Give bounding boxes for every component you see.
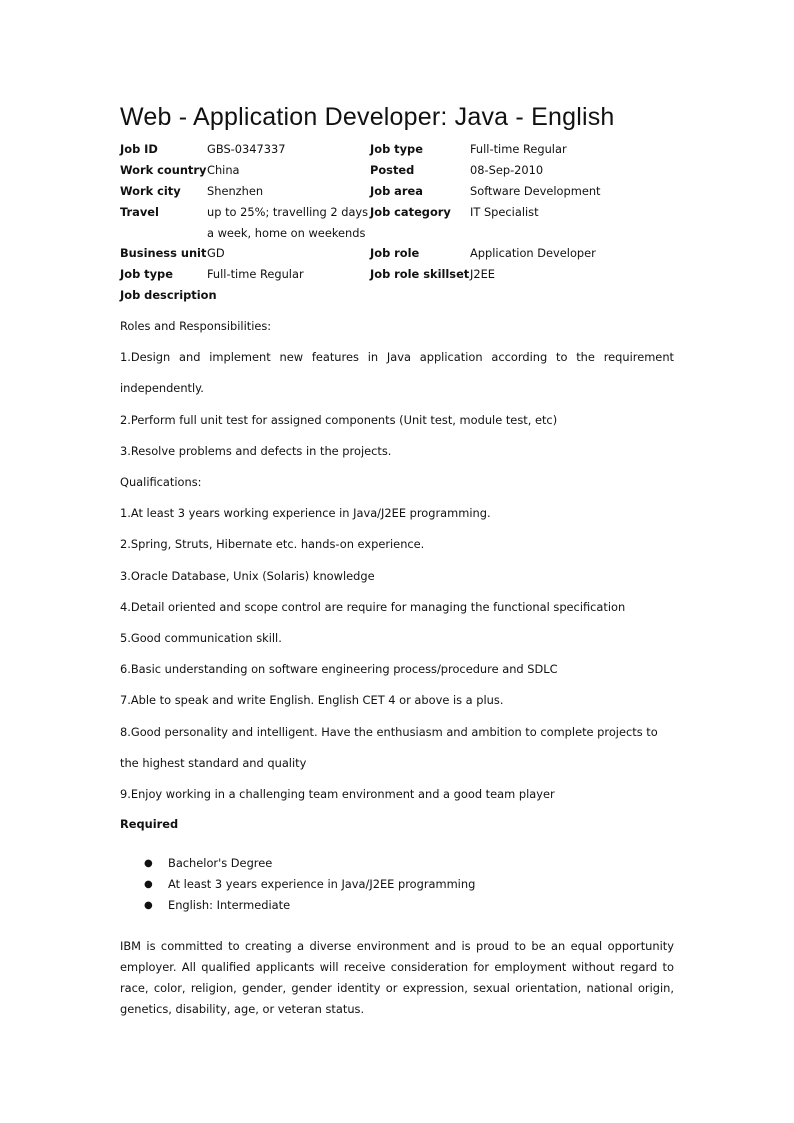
required-label: Required (120, 817, 179, 832)
field-value: GD (207, 246, 225, 260)
list-item (144, 874, 674, 895)
list-item (144, 895, 674, 916)
equal-opportunity-statement: IBM is committed to creating a diverse environment and is proud to be an equal opportunity employer. All qualified applicants will receive consideration for employment without regard to race, color, religion, gender, gender identity or expression, sexual orientation, national origin, genetics, disability, age, or veteran status. (120, 939, 674, 1017)
qualification-item: 4.Detail oriented and scope control are require for managing the functional specification (120, 599, 626, 614)
job-description-body (120, 311, 674, 1020)
field-label: Job ID (120, 142, 158, 156)
qualification-item: 1.At least 3 years working experience in Java/J2EE programming. (120, 506, 491, 521)
page-title: Web - Application Developer: Java - English (120, 103, 615, 131)
qualification-item: 5.Good communication skill. (120, 631, 282, 646)
field-label: Work city (120, 184, 181, 198)
field-label: Job area (370, 184, 423, 198)
role-item: 3.Resolve problems and defects in the projects. (120, 443, 392, 458)
field-value: 08-Sep-2010 (470, 163, 544, 177)
bullet-icon: ● (144, 858, 153, 870)
field-value: GBS-0347337 (207, 142, 286, 156)
field-row (120, 139, 674, 160)
field-label: Job type (120, 267, 173, 281)
field-label: Travel (120, 205, 159, 219)
field-label: Job role skillset (370, 267, 470, 281)
qualification-item: 8.Good personality and intelligent. Have the enthusiasm and ambition to complete projects to the highest standard and quality (120, 724, 658, 770)
document-page (120, 100, 674, 1032)
qualification-item: 9.Enjoy working in a challenging team environment and a good team player (120, 787, 555, 802)
qualification-item: 6.Basic understanding on software engineering process/procedure and SDLC (120, 662, 558, 677)
qualification-item: 2.Spring, Struts, Hibernate etc. hands-on experience. (120, 537, 425, 552)
required-item: Bachelor's Degree (168, 856, 273, 871)
field-label: Job role (370, 246, 420, 260)
qualification-item: 3.Oracle Database, Unix (Solaris) knowledge (120, 568, 375, 583)
field-label: Job type (370, 142, 423, 156)
role-item: 1.Design and implement new features in Java application according to the requirement independently. (120, 350, 674, 396)
qualifications-heading: Qualifications: (120, 475, 202, 490)
required-item: At least 3 years experience in Java/J2EE programming (168, 877, 476, 892)
job-description-label: Job description (120, 288, 217, 302)
field-label: Job category (370, 205, 451, 219)
field-row (120, 181, 674, 202)
required-list (120, 853, 674, 916)
bullet-icon: ● (144, 879, 153, 891)
roles-heading: Roles and Responsibilities: (120, 319, 272, 333)
field-row (120, 243, 674, 264)
field-value: Full-time Regular (207, 267, 304, 281)
qualification-item: 7.Able to speak and write English. English CET 4 or above is a plus. (120, 693, 504, 708)
field-label: Posted (370, 163, 415, 177)
field-value: Application Developer (470, 246, 596, 260)
field-value: Software Development (470, 184, 601, 198)
field-label: Business unit (120, 246, 207, 260)
field-label: Work country (120, 163, 207, 177)
field-row (120, 202, 674, 243)
field-value: J2EE (470, 267, 496, 281)
role-item: 2.Perform full unit test for assigned components (Unit test, module test, etc) (120, 412, 558, 427)
field-value: up to 25%; travelling 2 days a week, home on weekends (207, 205, 369, 240)
field-value: Full-time Regular (470, 142, 567, 156)
field-row (120, 160, 674, 181)
field-value: Shenzhen (207, 184, 264, 198)
bullet-icon: ● (144, 900, 153, 912)
list-item (144, 853, 674, 874)
field-row (120, 264, 674, 285)
field-value: IT Specialist (470, 205, 539, 219)
field-value: China (207, 163, 240, 177)
job-fields (120, 139, 674, 306)
required-item: English: Intermediate (168, 898, 291, 913)
